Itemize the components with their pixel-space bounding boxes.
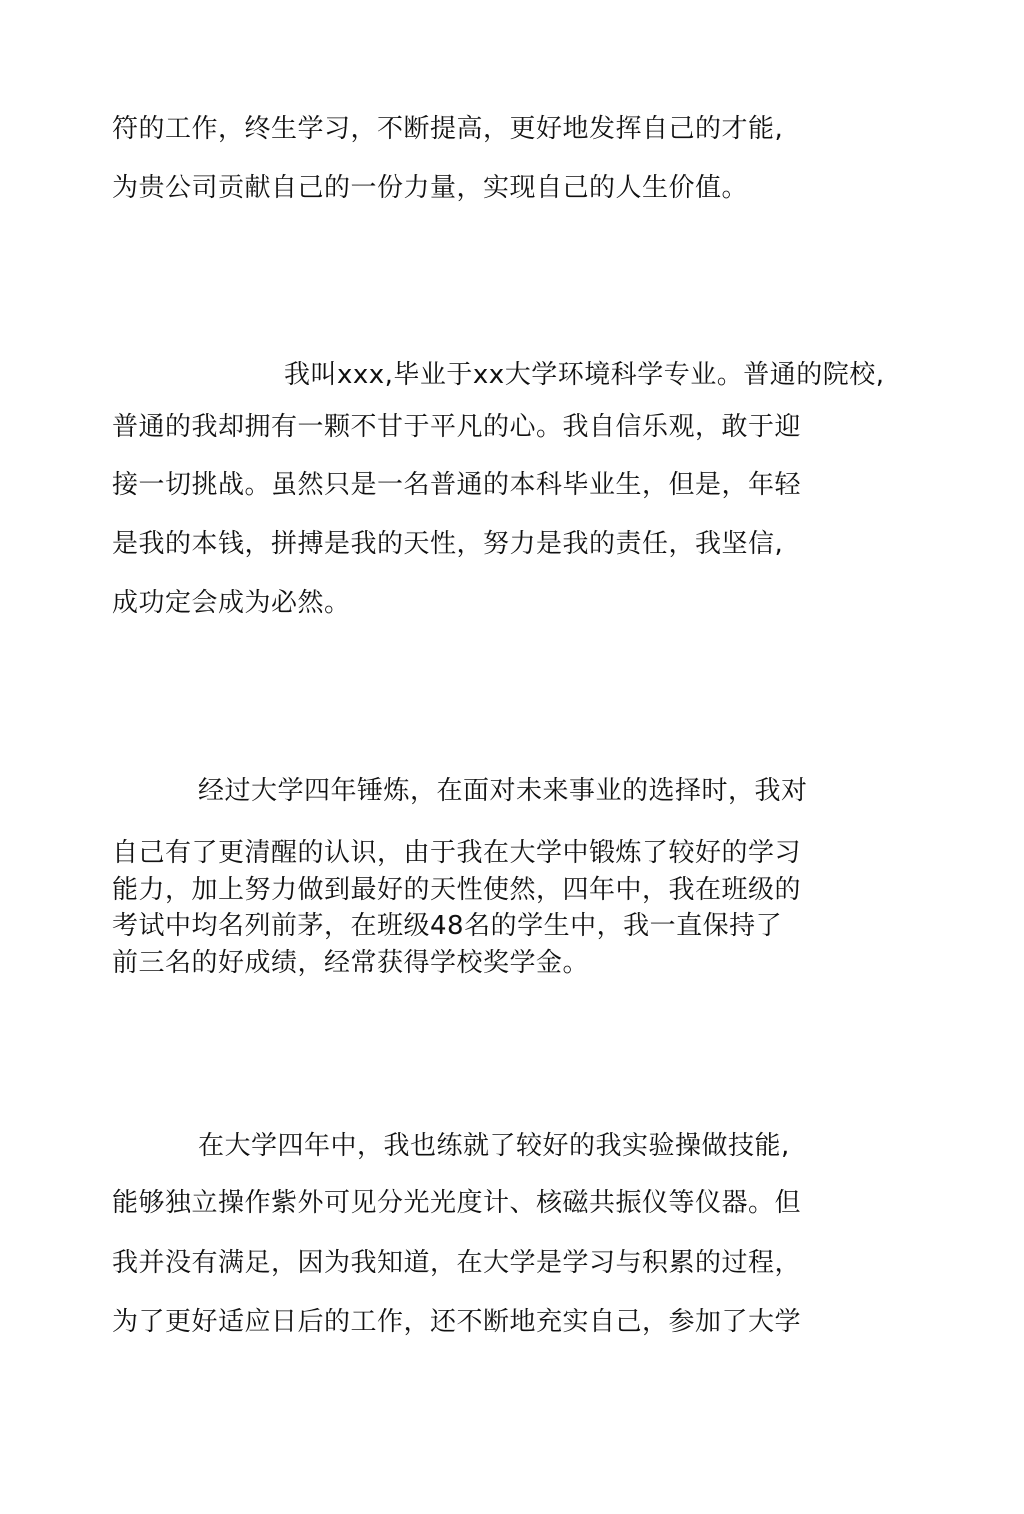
paragraph-2-line-5: 成功定会成为必然。	[112, 588, 351, 618]
paragraph-3-line-2: 自己有了更清醒的认识，由于我在大学中锻炼了较好的学习	[112, 838, 802, 868]
paragraph-1-line-2: 为贵公司贡献自己的一份力量，实现自己的人生价值。	[112, 173, 749, 203]
paragraph-2-line-2: 普通的我却拥有一颗不甘于平凡的心。我自信乐观，敢于迎	[112, 412, 802, 442]
paragraph-1-line-1: 符的工作，终生学习，不断提高，更好地发挥自己的才能,	[112, 114, 784, 144]
paragraph-2-line-4: 是我的本钱，拼搏是我的天性，努力是我的责任，我坚信,	[112, 529, 784, 559]
paragraph-3-line-5: 前三名的好成绩，经常获得学校奖学金。	[112, 948, 590, 978]
paragraph-3-line-1: 经过大学四年锤炼，在面对未来事业的选择时，我对	[198, 776, 808, 806]
paragraph-2-line-1: 我叫xxx,毕业于xx大学环境科学专业。普通的院校,	[284, 360, 885, 390]
paragraph-4-line-1: 在大学四年中，我也练就了较好的我实验操做技能,	[198, 1131, 790, 1161]
paragraph-3-line-4: 考试中均名列前茅，在班级48名的学生中，我一直保持了	[112, 911, 783, 941]
paragraph-4-line-2: 能够独立操作紫外可见分光光度计、核磁共振仪等仪器。但	[112, 1188, 802, 1218]
paragraph-3-line-3: 能力，加上努力做到最好的天性使然，四年中，我在班级的	[112, 875, 802, 905]
paragraph-4-line-4: 为了更好适应日后的工作，还不断地充实自己，参加了大学	[112, 1307, 802, 1337]
paragraph-2-line-3: 接一切挑战。虽然只是一名普通的本科毕业生，但是，年轻	[112, 470, 802, 500]
paragraph-4-line-3: 我并没有满足，因为我知道，在大学是学习与积累的过程，	[112, 1248, 802, 1278]
